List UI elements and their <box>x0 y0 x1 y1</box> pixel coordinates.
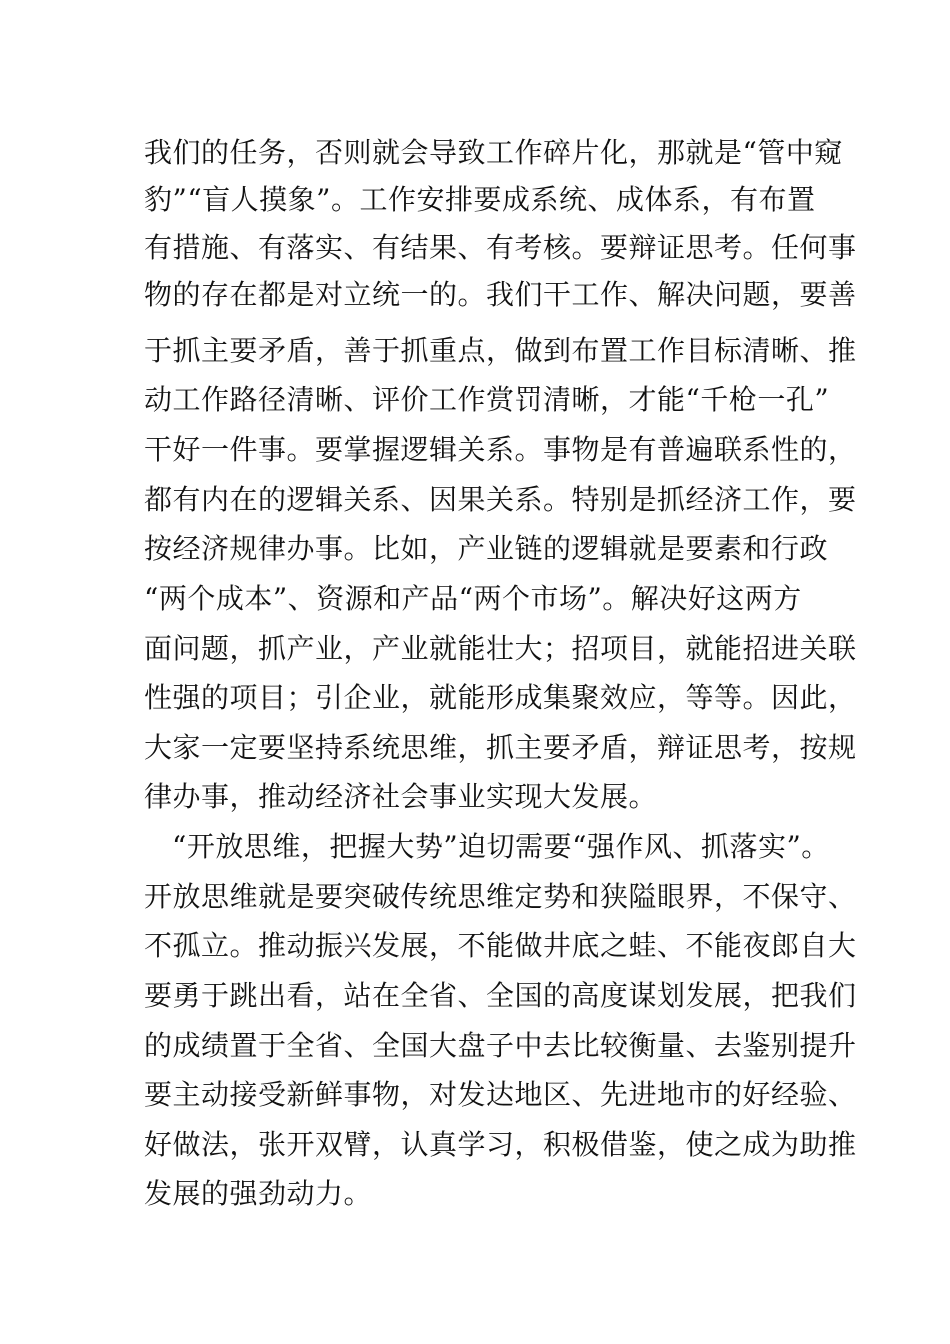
text-line: 有措施、有落实、有结果、有考核。要辩证思考。任何事 <box>144 231 857 264</box>
text-line: 面问题，抓产业，产业就能壮大；招项目，就能招进关联 <box>144 632 857 665</box>
text-line: 都有内在的逻辑关系、因果关系。特别是抓经济工作，要 <box>144 483 857 516</box>
text-line: 干好一件事。要掌握逻辑关系。事物是有普遍联系性的， <box>144 433 857 466</box>
paragraph-first-line: “开放思维，把握大势”迫切需要“强作风、抓落实”。 <box>172 830 830 863</box>
text-line: 律办事，推动经济社会事业实现大发展。 <box>144 780 658 813</box>
text-line: 于抓主要矛盾，善于抓重点，做到布置工作目标清晰、推 <box>144 334 857 367</box>
text-line: 物的存在都是对立统一的。我们干工作、解决问题，要善 <box>144 278 857 311</box>
text-line: 性强的项目；引企业，就能形成集聚效应，等等。因此， <box>144 681 857 714</box>
text-line: 按经济规律办事。比如，产业链的逻辑就是要素和行政 <box>144 532 829 565</box>
text-line: 动工作路径清晰、评价工作赏罚清晰，才能“千枪一孔” <box>144 383 830 416</box>
text-line: 发展的强劲动力。 <box>144 1177 373 1210</box>
text-line: 的成绩置于全省、全国大盘子中去比较衡量、去鉴别提升 <box>144 1029 857 1062</box>
text-line: 豹”“盲人摸象”。工作安排要成系统、成体系，有布置 <box>144 183 816 216</box>
text-line: 我们的任务，否则就会导致工作碎片化，那就是“管中窥 <box>144 136 843 169</box>
text-line: 不孤立。推动振兴发展，不能做井底之蛙、不能夜郎自大 <box>144 929 857 962</box>
text-line: 要勇于跳出看，站在全省、全国的高度谋划发展，把我们 <box>144 979 857 1012</box>
text-line: 开放思维就是要突破传统思维定势和狭隘眼界，不保守、 <box>144 880 857 913</box>
text-line: 好做法，张开双臂，认真学习，积极借鉴，使之成为助推 <box>144 1128 857 1161</box>
text-line: 大家一定要坚持系统思维，抓主要矛盾，辩证思考，按规 <box>144 731 857 764</box>
text-line: “两个成本”、资源和产品“两个市场”。解决好这两方 <box>144 582 802 615</box>
text-line: 要主动接受新鲜事物，对发达地区、先进地市的好经验、 <box>144 1078 857 1111</box>
